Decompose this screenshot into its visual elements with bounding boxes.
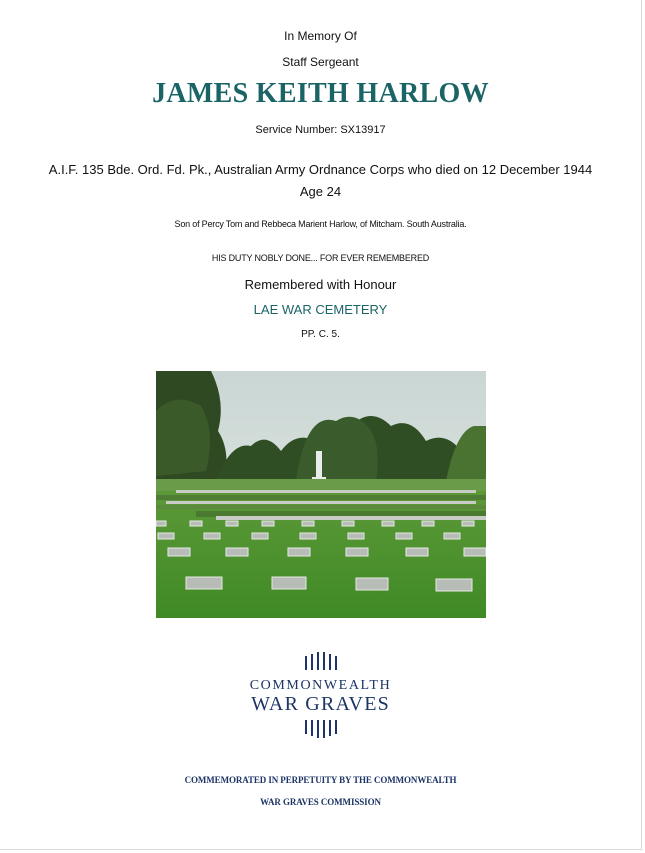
logo-line-war-graves: WAR GRAVES (251, 693, 390, 715)
intro-text: In Memory Of (284, 29, 357, 43)
age: Age 24 (299, 184, 342, 199)
parents-info: Son of Percy Tom and Rebbeca Marient Harlow, of Mitcham. South Australia. (174, 219, 467, 229)
logo-line-commonwealth: COMMONWEALTH (249, 678, 392, 693)
cwgc-logo (0, 652, 641, 738)
grave-reference: PP. C. 5. (301, 329, 340, 340)
unit-details: A.I.F. 135 Bde. Ord. Fd. Pk., Australian Army Ordnance Corps who died on 12 December 1944 (48, 162, 593, 177)
casualty-name: JAMES KEITH HARLOW (152, 78, 489, 109)
epitaph: HIS DUTY NOBLY DONE... FOR EVER REMEMBERED (211, 253, 430, 263)
cemetery-name: LAE WAR CEMETERY (253, 302, 388, 317)
rank: Staff Sergeant (282, 55, 359, 69)
logo-top-bars-icon (304, 652, 338, 670)
footer-line-1: COMMEMORATED IN PERPETUITY BY THE COMMONWEALTH (184, 775, 457, 785)
logo-bottom-bars-icon (304, 720, 338, 738)
remembered-text: Remembered with Honour (244, 277, 397, 292)
footer-line-2: WAR GRAVES COMMISSION (260, 797, 381, 807)
service-number: Service Number: SX13917 (255, 124, 386, 136)
cemetery-photo (156, 371, 486, 618)
